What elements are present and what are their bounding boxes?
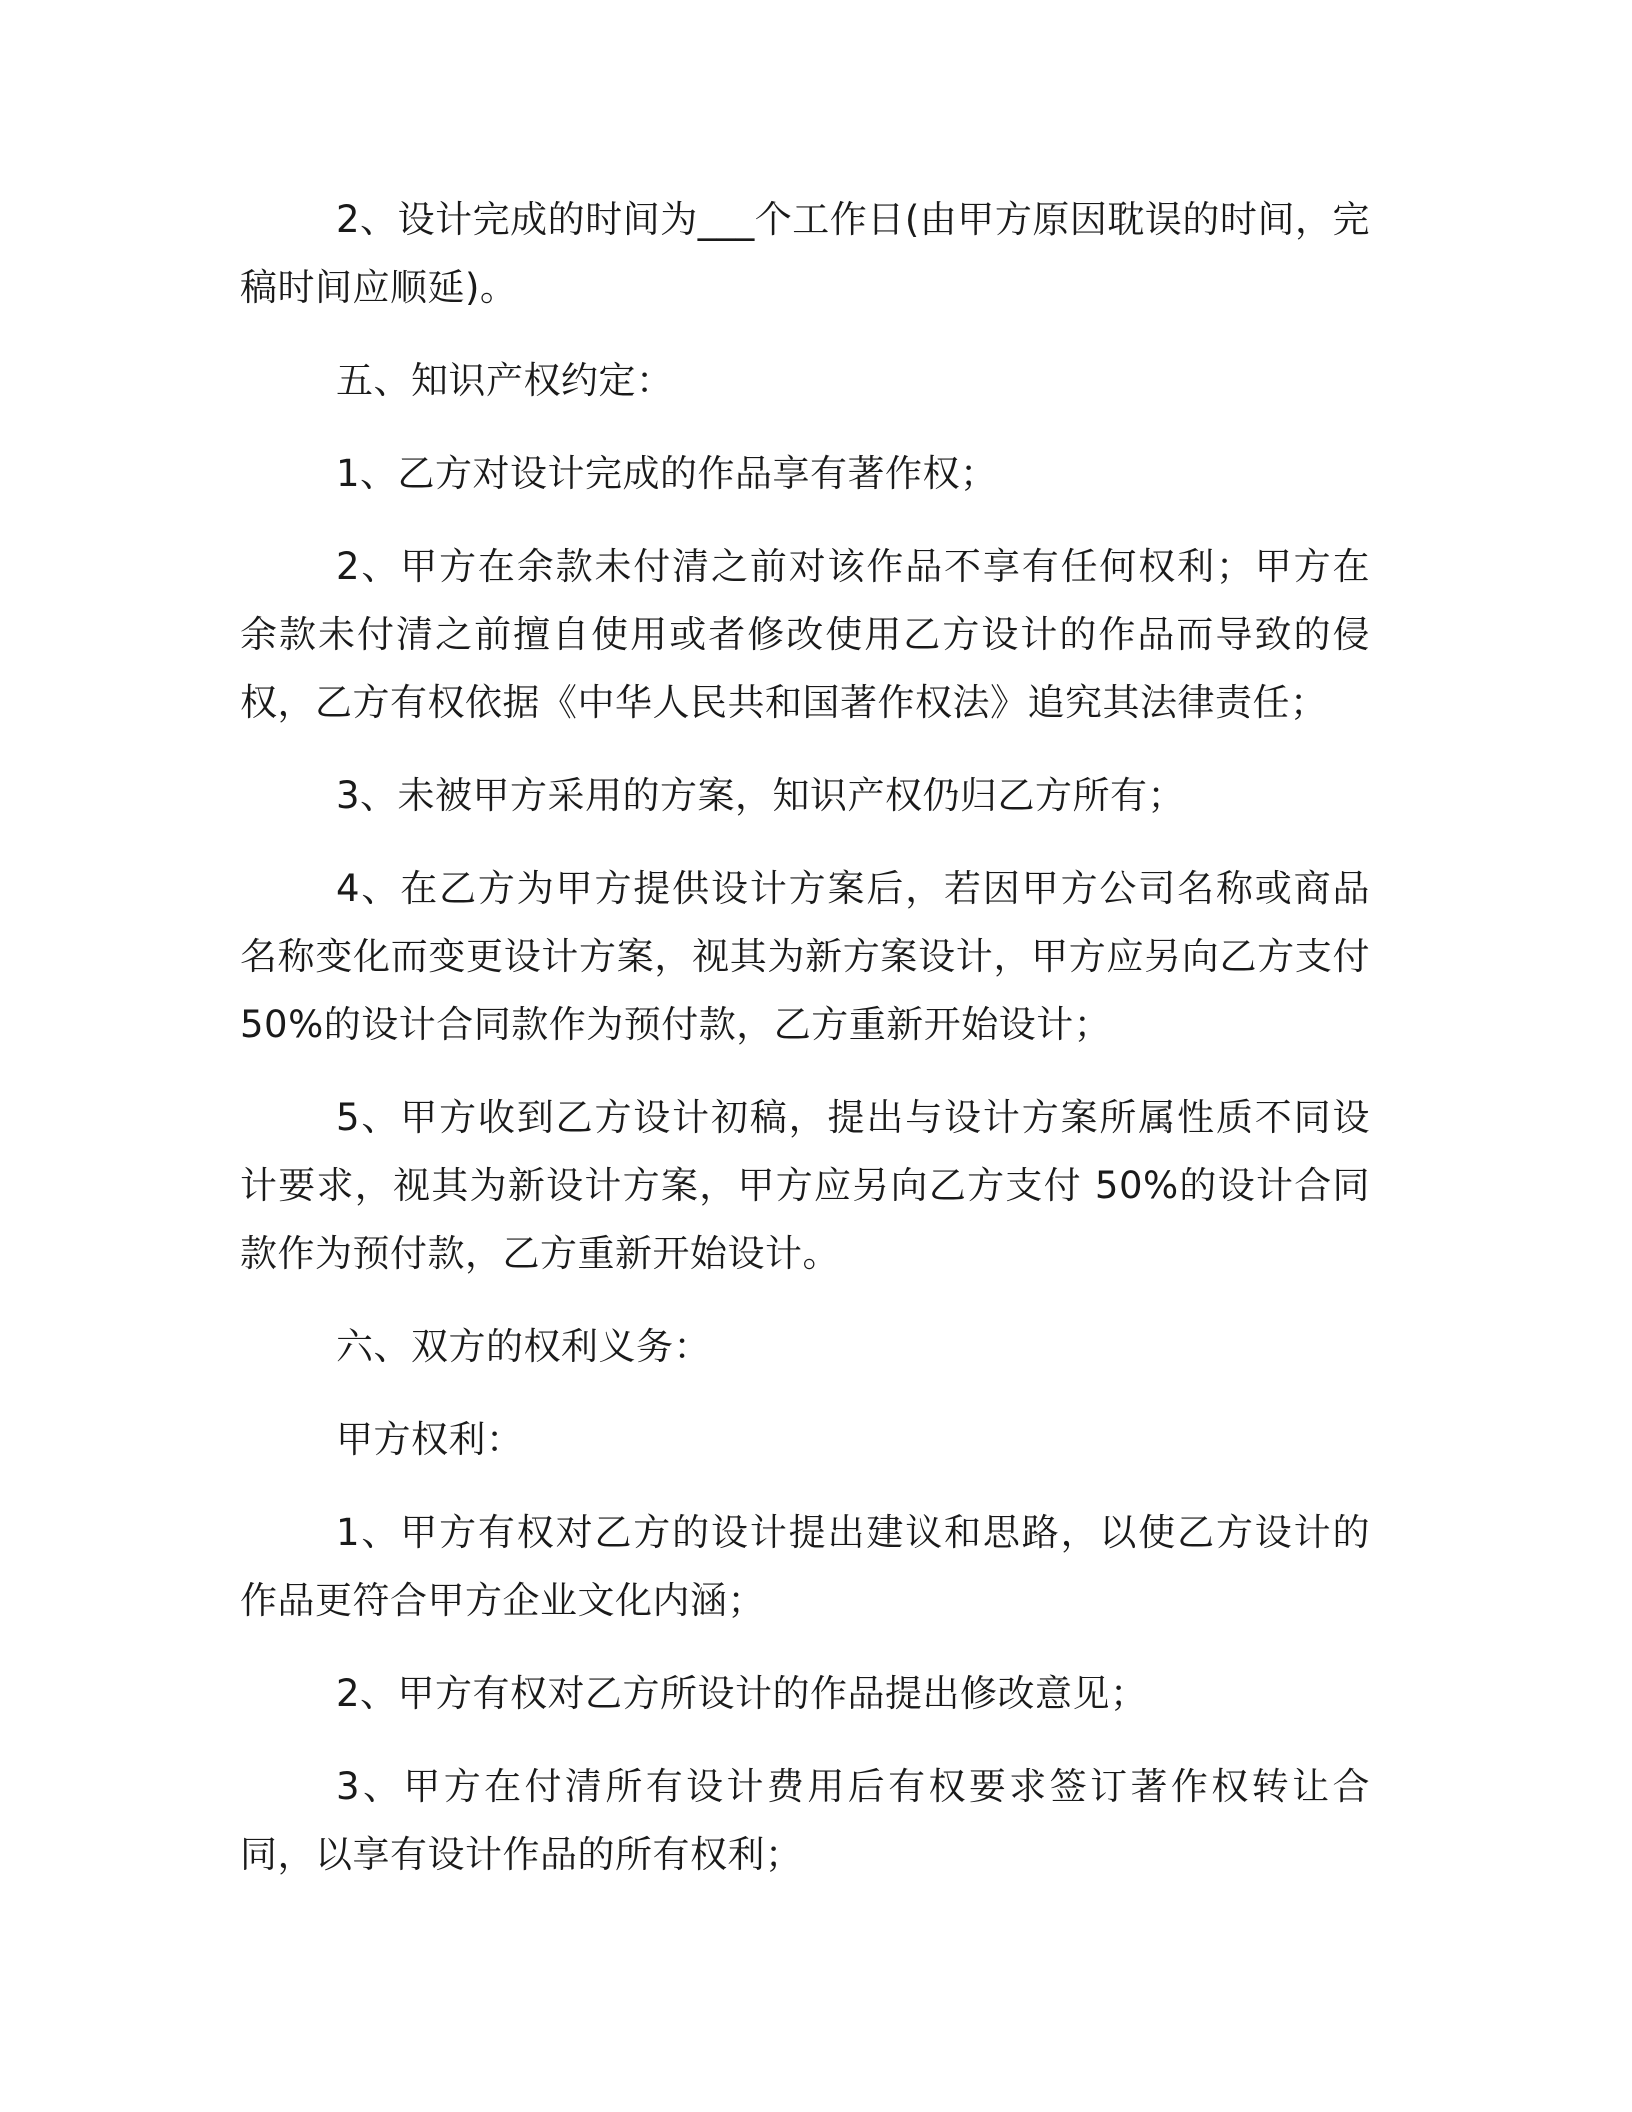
subheading-party-a-rights: 甲方权利： <box>336 1418 524 1461</box>
paragraph-rights-3: 3、甲方在付清所有设计费用后有权要求签订著作权转让合同，以享有设计作品的所有权利； <box>240 1765 1370 1876</box>
paragraph-ip-1: 1、乙方对设计完成的作品享有著作权； <box>336 452 998 495</box>
section-heading-ip: 五、知识产权约定： <box>336 359 674 402</box>
paragraph-ip-5: 5、甲方收到乙方设计初稿，提出与设计方案所属性质不同设计要求，视其为新设计方案，甲方应另向乙方支付 50%的设计合同款作为预付款，乙方重新开始设计。 <box>240 1096 1370 1275</box>
document-body <box>240 186 1370 1914</box>
paragraph-completion-time: 2、设计完成的时间为___个工作日(由甲方原因耽误的时间，完稿时间应顺延)。 <box>240 198 1370 309</box>
section-heading-rights: 六、双方的权利义务： <box>336 1325 711 1368</box>
paragraph-ip-3: 3、未被甲方采用的方案，知识产权仍归乙方所有； <box>336 774 1186 817</box>
paragraph-rights-2: 2、甲方有权对乙方所设计的作品提出修改意见； <box>336 1672 1148 1715</box>
paragraph-rights-1: 1、甲方有权对乙方的设计提出建议和思路，以使乙方设计的作品更符合甲方企业文化内涵； <box>240 1511 1370 1622</box>
paragraph-ip-2: 2、甲方在余款未付清之前对该作品不享有任何权利；甲方在余款未付清之前擅自使用或者修改使用乙方设计的作品而导致的侵权，乙方有权依据《中华人民共和国著作权法》追究其法律责任； <box>240 545 1370 724</box>
paragraph-ip-4: 4、在乙方为甲方提供设计方案后，若因甲方公司名称或商品名称变化而变更设计方案，视其为新方案设计，甲方应另向乙方支付50%的设计合同款作为预付款，乙方重新开始设计； <box>240 867 1370 1046</box>
